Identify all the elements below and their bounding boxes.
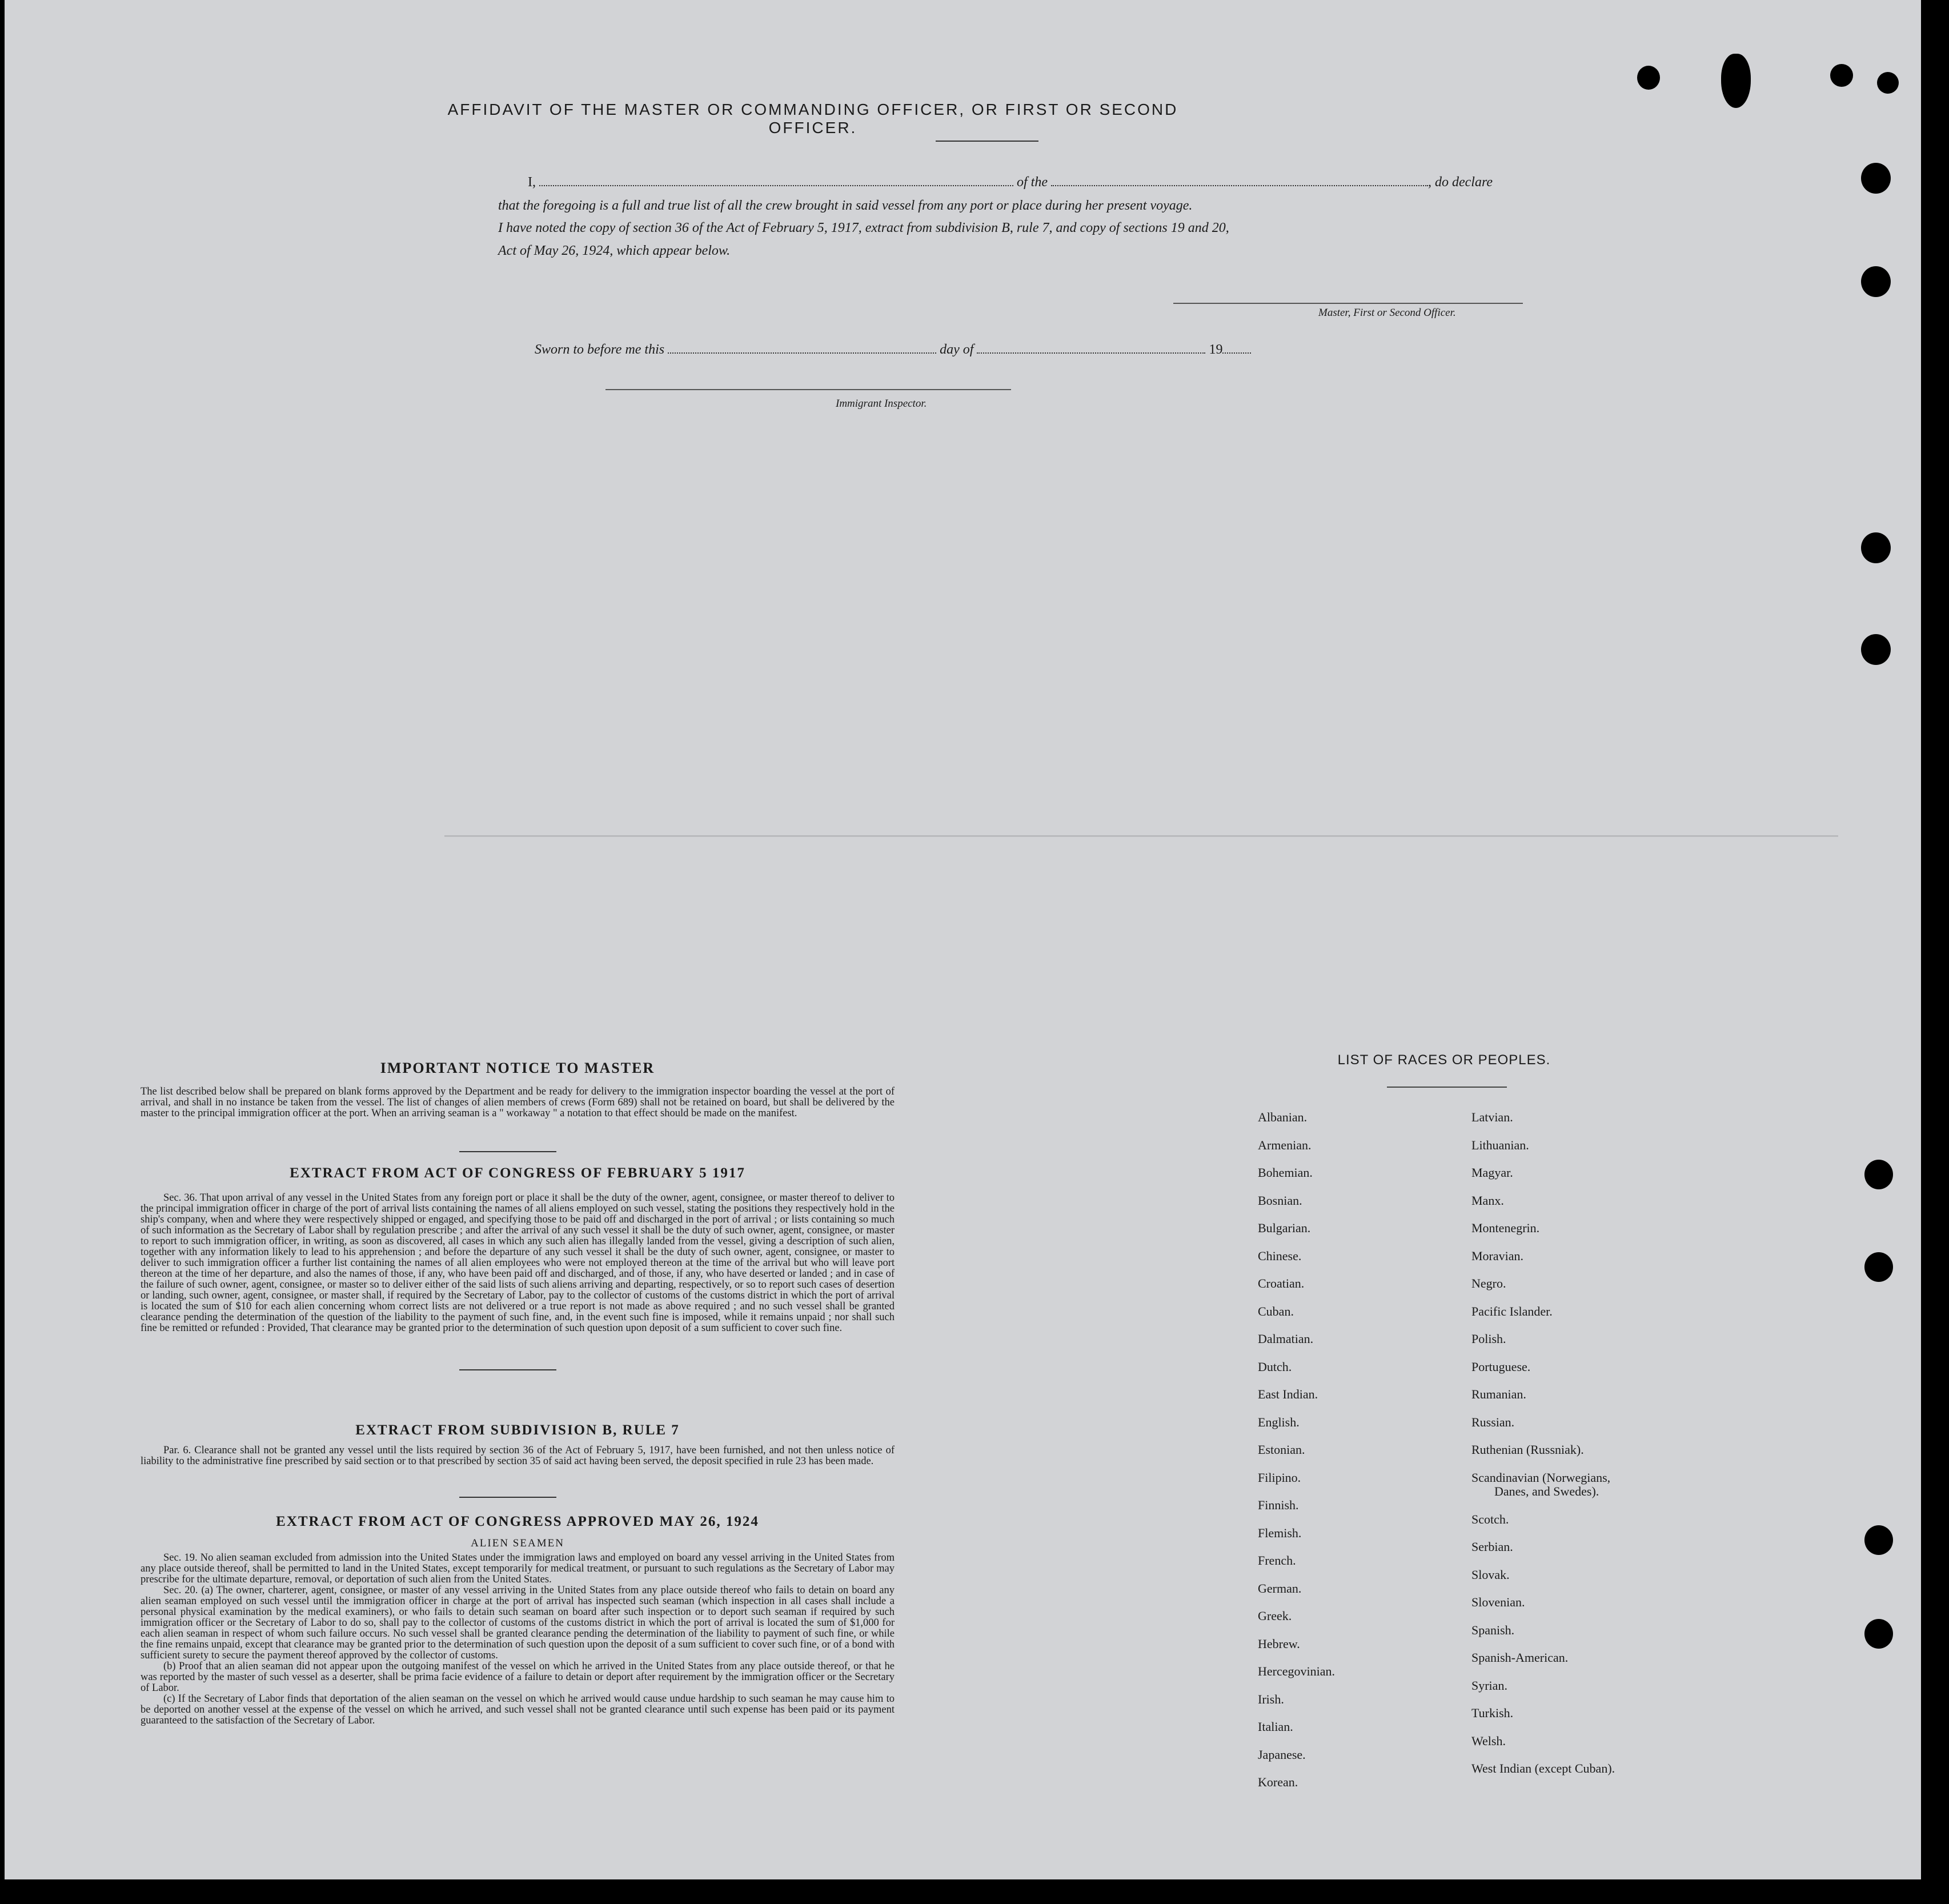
race-item: Negro. [1471,1276,1506,1290]
race-item: Bohemian. [1258,1165,1313,1180]
race-item: Spanish-American. [1471,1650,1569,1665]
race-item: Scotch. [1471,1512,1509,1526]
sec19-text: Sec. 19. No alien seaman excluded from admission into the United States under the immigration laws and employed on board any vessel arriving in the United States from any place outside thereof, shall be permitted to land in the United States, except temporarily for medical treatment, or pursuant to such regulations as the Secretary of Labor may prescribe for the ultimate departure, removal, or deportation of such alien from the United States. [141,1552,895,1585]
race-item: Latvian. [1471,1110,1513,1124]
extract2-text: Par. 6. Clearance shall not be granted any vessel until the lists required by section 36 of the Act of February 5, 1917, have been furnished, and not then unless notice of liability to the administrative fine prescribed by said section or to that prescribed by section 35 of said act having been served, the deposit specified in rule 23 has been made. [141,1445,895,1467]
punch-hole [1864,1160,1893,1189]
race-item: Syrian. [1471,1678,1507,1693]
notice-paragraph: The list described below shall be prepared on blank forms approved by the Department and be ready for delivery to the immigration inspector boarding the vessel at the port of arrival, and shall in no instance be taken from the vessel. The list of changes of alien members of crews (Form 689) shall not be retained on board, but shall be delivered by the master to the principal immigration officer at the port. When an arriving seaman is a " workaway " a notation to that effect should be made on the manifest. [141,1086,895,1119]
punch-hole [1637,66,1660,90]
race-item: Moravian. [1471,1248,1524,1263]
race-item: Filipino. [1258,1470,1301,1485]
race-item: Greek. [1258,1609,1292,1623]
declaration-line-2: that the foregoing is a full and true list of all the crew brought in said vessel from any port or place during her present voyage. [498,198,1193,213]
sec20b-text: (b) Proof that an alien seaman did not appear upon the outgoing manifest of the vessel on which he arrived in the United States from any place outside thereof, or that he was reported by the master of such vessel as a deserter, shall be prima facie evidence of a failure to detain or deport after requirement by the immigration officer or the Secretary of Labor. [141,1661,895,1694]
punch-hole [1864,1525,1893,1555]
race-item: Chinese. [1258,1248,1302,1263]
extract3-subtitle: ALIEN SEAMEN [471,1537,564,1549]
race-item: Slovenian. [1471,1595,1525,1609]
race-item: Finnish. [1258,1498,1299,1512]
race-item: Japanese. [1258,1747,1306,1762]
punch-hole [1864,1619,1893,1649]
race-item: French. [1258,1553,1296,1568]
race-item: Cuban. [1258,1304,1294,1318]
race-item: Turkish. [1471,1706,1514,1720]
punch-hole [1877,72,1899,94]
race-item: Bulgarian. [1258,1221,1311,1235]
race-item: Magyar. [1471,1165,1513,1180]
race-item: Spanish. [1471,1622,1515,1637]
extract1-text: Sec. 36. That upon arrival of any vessel in the United States from any foreign port or place it shall be the duty of the owner, agent, consignee, or master thereof to deliver to the principal immigration officer in charge of the port of arrival lists containing the names of all aliens employed on such vessel, stating the positions they respectively hold in the ship's company, when and where they were respectively shipped or engaged, and specifying those to be paid off and discharged in the port of arrival ; or lists containing so much of such information as the Secretary of Labor shall by regulation prescribe ; and after the arrival of any such vessel it shall be the duty of such owner, agent, consignee, or master to report to such immigration officer, in writing, as soon as discovered, all cases in which any such alien has illegally landed from the vessel, giving a description of such alien, together with any information likely to lead to his apprehension ; and before the departure of any such vessel it shall be the duty of such owner, agent, consignee, or master to deliver to such immigration officer a further list containing the names of all alien employees who were not employed thereon at the time of the arrival but who will leave port thereon at the time of her departure, and also the names of those, if any, who have been paid off and discharged, and of those, if any, who have deserted or landed ; and in case of the failure of such owner, agent, consignee, or master so to deliver either of the said lists of such aliens arriving and departing, respectively, or so to report such cases of desertion or landing, such owner, agent, consignee, or master shall, if required by the Secretary of Labor, pay to the collector of customs of the customs district in which the port of arrival is located the sum of $10 for each alien concerning whom correct lists are not delivered or a true report is not made as above required ; and no such vessel shall be granted clearance pending the determination of the question of the liability to the payment of such fine, and, in the event such fine is imposed, while it remains unpaid ; nor shall such fine be remitted or refunded : Provided, That clearance may be granted prior to the determination of such question upon deposit of a sum sufficient to cover such fine. [141,1192,895,1334]
extract2-box [141,1445,895,1467]
inspector-signature-line [605,389,1011,390]
race-item: East Indian. [1258,1387,1318,1401]
punch-hole [1830,64,1853,87]
race-item: Ruthenian (Russniak). [1471,1442,1584,1457]
race-item: Italian. [1258,1719,1293,1734]
race-item: Scandinavian (Norwegians, [1471,1470,1611,1485]
race-item: Russian. [1471,1414,1515,1429]
race-item: Slovak. [1471,1567,1510,1582]
notice-paragraph-box [141,1087,895,1119]
punch-hole [1721,54,1751,108]
fold-line [444,835,1838,837]
notice-title: IMPORTANT NOTICE TO MASTER [380,1060,655,1076]
race-item: Hercegovinian. [1258,1664,1335,1678]
sec20c-text: (c) If the Secretary of Labor finds that deportation of the alien seaman on the vessel on which he arrived would cause undue hardship to such seaman he may cause him to be deported on another vessel at the expense of the vessel on which he arrived, and such vessel shall not be granted clearance until such expense has been paid or its payment guaranteed to the satisfaction of the Secretary of Labor. [141,1693,895,1726]
declaration-line-1: I, of the , do declare [528,175,1493,190]
extract1-title: EXTRACT FROM ACT OF CONGRESS OF FEBRUARY 5 1917 [290,1165,745,1181]
punch-hole [1864,1252,1893,1282]
sec20a-text: Sec. 20. (a) The owner, charterer, agent, consignee, or master of any vessel arriving in the United States from any place outside thereof who fails to detain on board any alien seaman employed on such vessel until the immigration officer in charge at the port of arrival has inspected such seaman (which inspection in all cases shall include a personal physical examination by the medical examiners), or who fails to detain such seaman on board after such inspection or to deport such seaman if required by such immigration officer or the Secretary of Labor to do so, shall pay to the collector of customs of the customs district in which the port of arrival is located the sum of $1,000 for each alien seaman in respect of whom such failure occurs. No such vessel shall be granted clearance pending the determination of the liability to payment of such fine, or while the fine remains unpaid, except that clearance may be granted prior to the determination of such question upon the deposit of a sum sufficient to cover such fine, or of a bond with sufficient surety to secure the payment thereof approved by the collector of customs. [141,1585,895,1661]
race-item: Armenian. [1258,1137,1312,1152]
punch-hole [1861,634,1891,665]
notice-divider-1 [459,1151,556,1152]
extract3-title: EXTRACT FROM ACT OF CONGRESS APPROVED MAY 26, 1924 [276,1514,759,1529]
signature-line [1173,303,1523,304]
races-left-column [1258,1111,1463,1803]
race-item: Irish. [1258,1691,1284,1706]
race-item: Danes, and Swedes). [1494,1484,1599,1498]
punch-hole [1861,266,1891,297]
race-item: Portuguese. [1471,1359,1531,1374]
inspector-label: Immigrant Inspector. [836,398,927,410]
race-item: Manx. [1471,1193,1504,1208]
extract2-title: EXTRACT FROM SUBDIVISION B, RULE 7 [355,1422,680,1438]
signature-label: Master, First or Second Officer. [1318,307,1456,319]
race-item: Serbian. [1471,1540,1513,1554]
races-right-column [1471,1111,1711,1790]
race-item: Hebrew. [1258,1636,1300,1651]
title-underline [936,141,1038,142]
race-item: Flemish. [1258,1525,1302,1540]
sworn-line: Sworn to before me this day of 19 [535,342,1334,358]
race-item: Croatian. [1258,1276,1305,1290]
race-item: Welsh. [1471,1733,1506,1748]
race-item: Estonian. [1258,1442,1305,1457]
notice-divider-2 [459,1369,556,1370]
race-item: Lithuanian. [1471,1137,1529,1152]
extract1-box [141,1193,895,1334]
race-item: Dutch. [1258,1359,1292,1374]
race-item: Rumanian. [1471,1387,1526,1401]
document-page [5,0,1921,1879]
declaration-line-4: Act of May 26, 1924, which appear below. [498,243,731,258]
race-item: West Indian (except Cuban). [1471,1761,1615,1775]
notice-divider-3 [459,1497,556,1498]
punch-hole [1861,532,1891,563]
race-item: Albanian. [1258,1110,1308,1124]
race-item: English. [1258,1414,1300,1429]
race-item: Dalmatian. [1258,1332,1314,1346]
affidavit-title: AFFIDAVIT OF THE MASTER OR COMMANDING OFFICER, OR FIRST OR SECOND OFFICER. [447,101,1178,137]
race-item: Polish. [1471,1332,1506,1346]
declaration-line-3: I have noted the copy of section 36 of the Act of February 5, 1917, extract from subdivision B, rule 7, and copy of sections 19 and 20, [498,221,1229,235]
race-item: Pacific Islander. [1471,1304,1553,1318]
extract3-box [141,1553,895,1726]
race-item: Bosnian. [1258,1193,1302,1208]
races-title: LIST OF RACES OR PEOPLES. [1337,1052,1551,1068]
punch-hole [1861,163,1891,194]
race-item: Korean. [1258,1775,1298,1789]
race-item: German. [1258,1581,1302,1596]
race-item: Montenegrin. [1471,1221,1540,1235]
races-divider [1387,1087,1507,1088]
